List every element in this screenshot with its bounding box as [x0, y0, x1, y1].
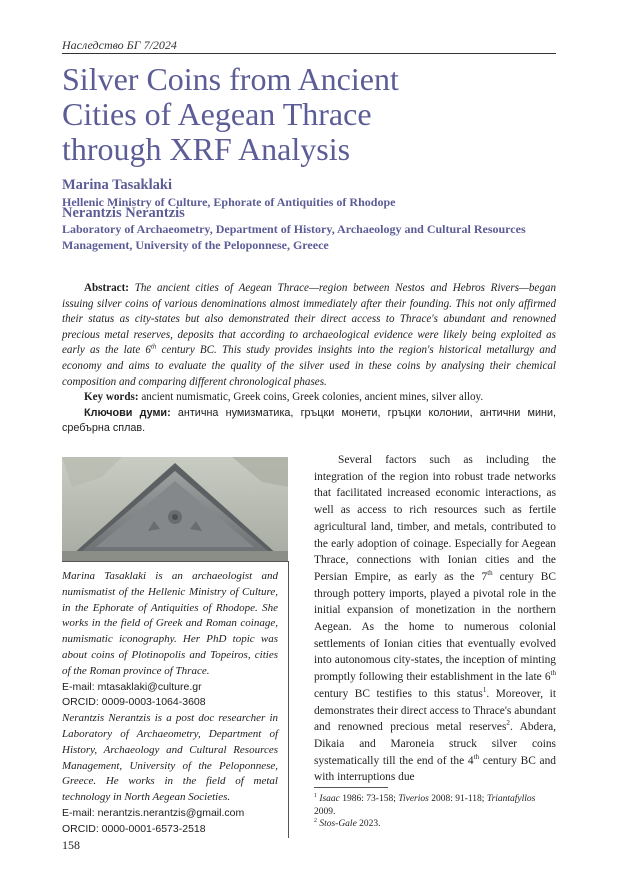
keywords-bg-text: антична нумизматика, гръцки монети, гръцки колонии, антични мини, сребърна сплав.: [62, 406, 556, 435]
bio-text: Marina Tasaklaki is an archaeologist and numismatist of the Hellenic Ministry of Culture, in the Ephorate of Antiquities of Rhodope. She works in the field of Greek and Roman coinage, numismatic iconography. Her PhD topic was about coins of Plotinopolis and Topeiros, cities of the Roman province of Thrace.: [62, 570, 278, 677]
footnote-text: 2023.: [356, 819, 381, 829]
footnote-cite: Tiverios: [398, 794, 429, 804]
bio-email: E-mail: nerantzis.nerantzis@gmail.com: [62, 806, 245, 819]
body-span: Several factors such as including the integration of the region into robust trade networks that facilitated increased economic interactions, as well as access to rich resources such as fertile agricultural land, timber, and metals, contributed to the early adoption of coinage. Especially for Aegean Thrace, connections with Ionian cities and the Persian Empire, as early as the 7: [314, 454, 556, 583]
author-affiliation: Laboratory of Archaeometry, Department of History, Archaeology and Cultural Resources Management, University of the Peloponnese, Greece: [62, 222, 526, 252]
author-bios: [62, 569, 278, 838]
footnote: [314, 793, 556, 818]
bio-orcid: ORCID: 0009-0003-1064-3608: [62, 696, 206, 709]
superscript: th: [487, 569, 493, 578]
body-paragraph: [314, 452, 556, 786]
keywords: Key words: ancient numismatic, Greek coins, Greek colonies, ancient mines, silver alloy.: [84, 391, 484, 404]
title-line: Cities of Aegean Thrace: [62, 96, 372, 132]
author-name: Nerantzis Nerantzis: [62, 205, 185, 221]
footnote-cite: Triantafyllos: [486, 794, 536, 804]
body-span: . Moreover, it demonstrates their direct access to Thrace's abundant and renowned precious metal reserves: [314, 687, 556, 734]
journal-header: Наследство БГ 7/2024: [62, 38, 177, 52]
footnote-text: 2009.: [314, 806, 336, 817]
abstract-paragraph: Abstract: The ancient cities of Aegean Thrace—region between Nestos and Hebros Rivers—began issuing silver coins of various denominations almost immediately after their founding. This not only affirmed their status as city-states but also demonstrated their direct access to Thrace's abundant and renowned precious metal reserves, deposits that according to archaeological evidence were likely being exploited as early as the late 6th century BC. This study provides insights into the region's historical metallurgy and economy and aims to evaluate the quality of the silver used in these coins by analysing their chemical composition and comparing different chronological phases.: [62, 282, 556, 388]
header-rule: [62, 53, 556, 54]
footnotes: [314, 793, 556, 831]
footnote-rule: [314, 787, 388, 788]
bio-email: E-mail: mtasaklaki@culture.gr: [62, 680, 202, 693]
body-span: . Abdera, Dikaia and Maroneia struck silver coins systematically till the end of the 4: [314, 721, 557, 767]
superscript: th: [550, 669, 556, 678]
abstract-block: [62, 281, 556, 437]
abstract-text: century BC. This study provides insights into the region's historical metallurgy and economy and aims to evaluate the quality of the silver used in these coins by analysing their chemical composition and comparing different chronological phases.: [62, 344, 556, 388]
title-line: Silver Coins from Ancient: [62, 61, 399, 97]
keywords-label: Key words: [84, 391, 135, 404]
footnote-number: 2: [314, 817, 317, 824]
abstract-text: The ancient cities of Aegean Thrace—region between Nestos and Hebros Rivers—began issuing silver coins of various denominations almost immediately after their founding. This not only affirmed their status as city-states but also demonstrated their direct access to Thrace's abundant and renowned precious metal reserves, deposits that according to archaeological evidence were likely being exploited as early as the late 6: [62, 282, 556, 357]
body-span: century BC testifies to this status: [314, 687, 483, 700]
superscript: th: [150, 343, 157, 351]
footnote-ref: 2: [506, 719, 510, 728]
article-title: [62, 62, 556, 167]
body-span: century BC through pottery imports, played a pivotal role in the initial expansion of monetization in the northern Aegean. As the home to numerous colonial settlements of Ionian cities that eventually evolved into autonomous city-states, the inception of minting promptly following their establishment in the late 6: [314, 570, 556, 684]
bio-orcid: ORCID: 0000-0001-6573-2518: [62, 822, 206, 835]
column-divider: [288, 561, 289, 838]
footnote-number: 1: [314, 792, 317, 799]
abstract-label: Abstract: [84, 282, 126, 294]
column-rule: [62, 561, 288, 562]
footnote: [314, 818, 556, 831]
title-line: through XRF Analysis: [62, 131, 351, 167]
bio-text: Nerantzis Nerantzis is a post doc researcher in Laboratory of Archaeometry, Department of History, Archaeology and Cultural Resources Management, University of the Peloponnese, Greece. He works in the field of metal technology in North Aegean Societies.: [62, 712, 278, 804]
author-affiliation: Hellenic Ministry of Culture, Ephorate of Antiquities of Rhodope: [62, 195, 396, 209]
page-number: 158: [62, 838, 80, 852]
body-text: [314, 452, 556, 786]
body-span: century BC and with interruptions due: [314, 754, 557, 784]
author-name: Marina Tasaklaki: [62, 177, 172, 193]
superscript: th: [473, 752, 480, 761]
stone-pediment-photo: [62, 457, 288, 561]
keywords-text: ancient numismatic, Greek coins, Greek colonies, ancient mines, silver alloy.: [141, 391, 484, 404]
footnote-cite: Isaac: [319, 794, 340, 804]
keywords-bg-label: Ключови думи: [84, 406, 168, 419]
keywords-bulgarian: Ключови думи: антична нумизматика, гръцки монети, гръцки колонии, антични мини, сребърна сплав.: [62, 406, 556, 435]
footnote-text: 2008: 91-118;: [428, 794, 487, 804]
footnote-ref: 1: [482, 686, 487, 695]
footnote-text: 1986: 73-158;: [339, 794, 399, 804]
footnote-cite: Stos-Gale: [319, 819, 357, 829]
